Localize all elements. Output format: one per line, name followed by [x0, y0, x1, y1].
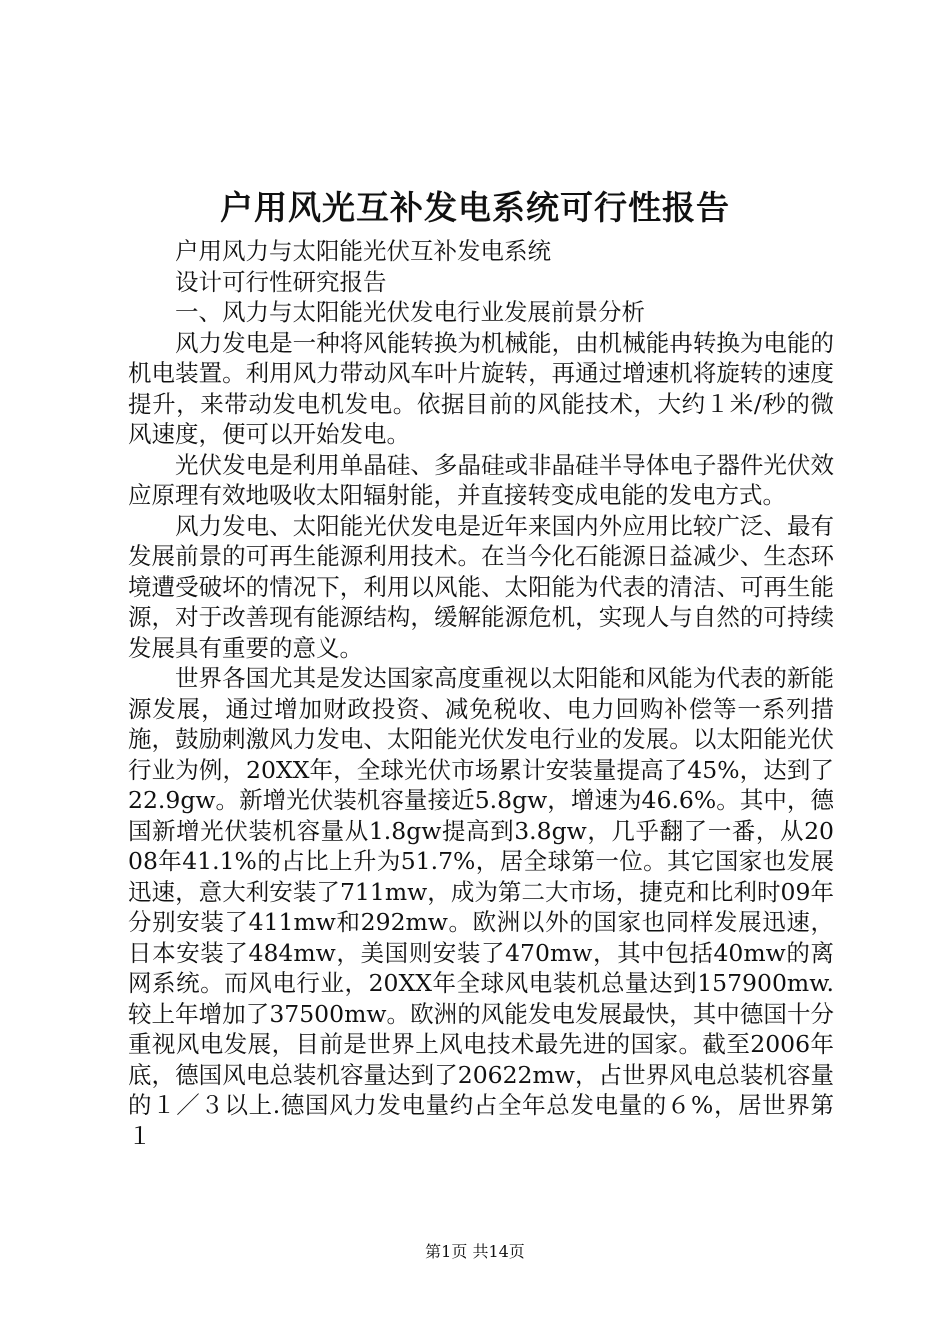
- page-number-footer: 第1页 共14页: [425, 1242, 525, 1261]
- body-paragraph: 风力发电是一种将风能转换为机械能，由机械能冉转换为电能的机电装置。利用风力带动风车叶片旋转，再通过增速机将旋转的速度提升，来带动发电机发电。依据目前的风能技术，大约１米/秒的微风速度，便可以开始发电。: [128, 328, 834, 448]
- subtitle-line-1: 户用风力与太阳能光伏互补发电系统: [175, 237, 551, 265]
- body-paragraph: 光伏发电是利用单晶硅、多晶硅或非晶硅半导体电子器件光伏效应原理有效地吸收太阳辐射能，并直接转变成电能的发电方式。: [128, 450, 834, 509]
- document-title: 户用风光互补发电系统可行性报告: [220, 188, 730, 227]
- subtitle-line-2: 设计可行性研究报告: [175, 267, 387, 296]
- section-heading: 一、风力与太阳能光伏发电行业发展前景分析: [175, 298, 645, 326]
- body-paragraph: 风力发电、太阳能光伏发电是近年来国内外应用比较广泛、最有发展前景的可再生能源利用技术。在当今化石能源日益减少、生态环境遭受破坏的情况下，利用以风能、太阳能为代表的清洁、可再生能源，对于改善现有能源结构，缓解能源危机，实现人与自然的可持续发展具有重要的意义。: [128, 511, 834, 662]
- document-body: [128, 236, 834, 1151]
- body-paragraph: 世界各国尤其是发达国家高度重视以太阳能和风能为代表的新能源发展，通过增加财政投资、减免税收、电力回购补偿等一系列措施，鼓励刺激风力发电、太阳能光伏发电行业的发展。以太阳能光伏行业为例，20XX年，全球光伏市场累计安装量提高了45%，达到了22.9gw。新增光伏装机容量接近5.8gw，增速为46.6%。其中，德国新增光伏装机容量从1.8gw提高到3.8gw，几乎翻了一番，从2008年41.1%的占比上升为51.7%，居全球第一位。其它国家也发展迅速，意大利安装了711mw，成为第二大市场，捷克和比利时09年分别安装了411mw和292mw。欧洲以外的国家也同样发展迅速，日本安装了484mw，美国则安装了470mw，其中包括40mw的离网系统。而风电行业，20XX年全球风电装机总量达到157900mw.较上年增加了37500mw。欧洲的风能发电发展最快，其中德国十分重视风电发展，目前是世界上风电技术最先进的国家。截至2006年底，德国风电总装机容量达到了20622mw，占世界风电总装机容量的１／３以上.德国风力发电量约占全年总发电量的６%，居世界第１: [128, 664, 834, 1150]
